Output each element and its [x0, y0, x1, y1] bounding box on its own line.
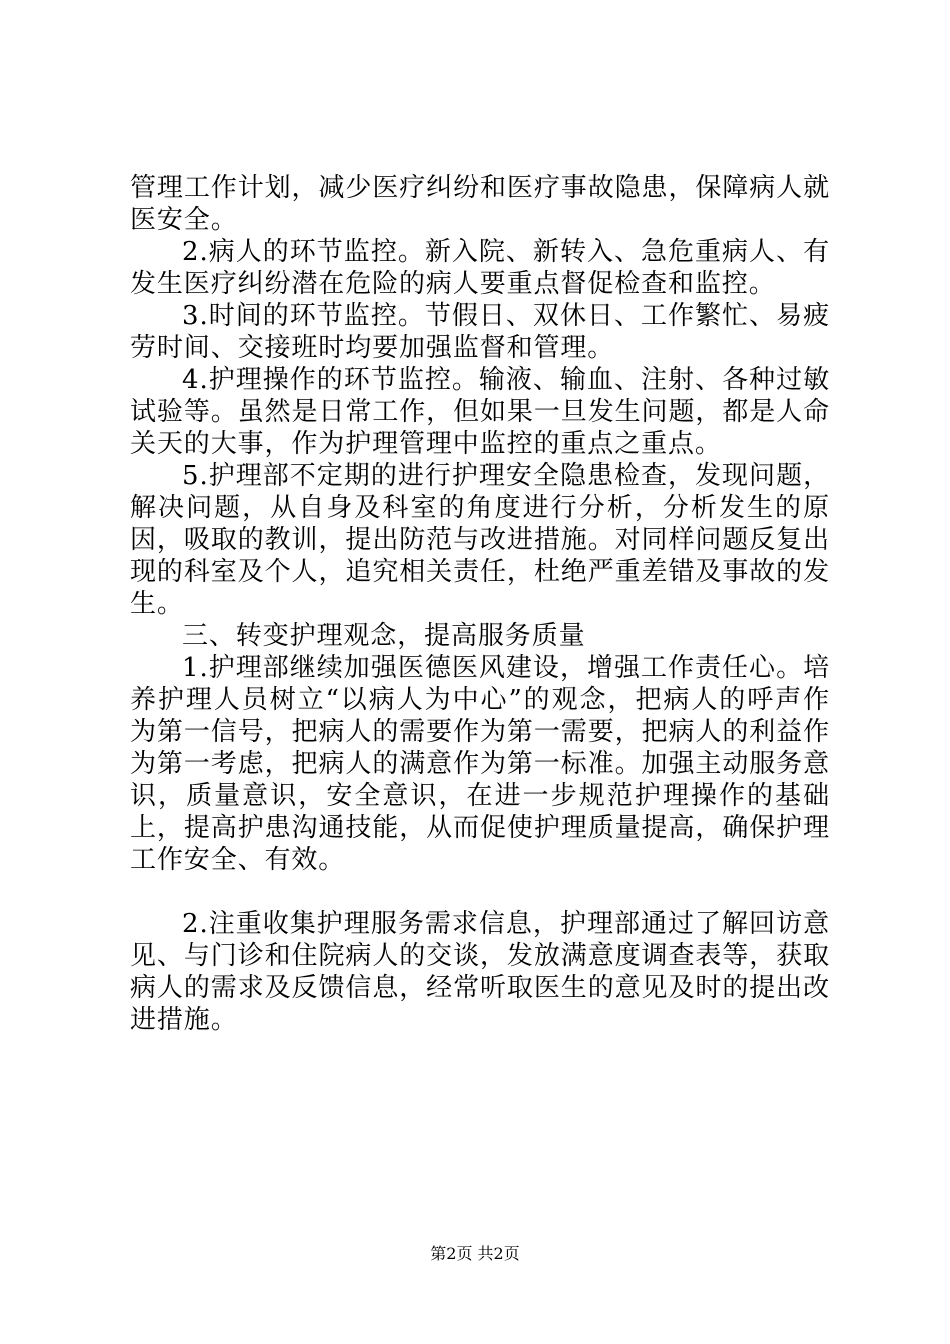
- paragraph-ethics-building: 1.护理部继续加强医德医风建设，增强工作责任心。培养护理人员树立“以病人为中心”的观念，把病人的呼声作为第一信号，把病人的需要作为第一需要，把病人的利益作为第一考虑，把病人的满意作为第一标准。加强主动服务意识，质量意识，安全意识，在进一步规范护理操作的基础上，提高护患沟通技能，从而促使护理质量提高，确保护理工作安全、有效。: [130, 653, 830, 875]
- document-body: [130, 172, 830, 1036]
- page-footer: 第2页 共2页: [430, 1244, 520, 1263]
- section-heading: 三、转变护理观念，提高服务质量: [182, 621, 586, 651]
- paragraph-patient-monitoring: 2.病人的环节监控。新入院、新转入、急危重病人、有发生医疗纠纷潜在危险的病人要重点督促检查和监控。: [130, 237, 830, 299]
- paragraph-safety-inspection: 5.护理部不定期的进行护理安全隐患检查，发现问题，解决问题，从自身及科室的角度进行分析，分析发生的原因，吸取的教训，提出防范与改进措施。对同样问题反复出现的科室及个人，追究相关责任，杜绝严重差错及事故的发生。: [130, 461, 830, 619]
- paragraph-operation-monitoring: 4.护理操作的环节监控。输液、输血、注射、各种过敏试验等。虽然是日常工作，但如果一旦发生问题，都是人命关天的大事，作为护理管理中监控的重点之重点。: [130, 365, 830, 459]
- paragraph-time-monitoring: 3.时间的环节监控。节假日、双休日、工作繁忙、易疲劳时间、交接班时均要加强监督和管理。: [130, 301, 830, 363]
- paragraph-feedback-collection: 2.注重收集护理服务需求信息，护理部通过了解回访意见、与门诊和住院病人的交谈，发放满意度调查表等，获取病人的需求及反馈信息，经常听取医生的意见及时的提出改进措施。: [130, 909, 830, 1035]
- paragraph-continuation: 管理工作计划，减少医疗纠纷和医疗事故隐患，保障病人就医安全。: [130, 173, 830, 235]
